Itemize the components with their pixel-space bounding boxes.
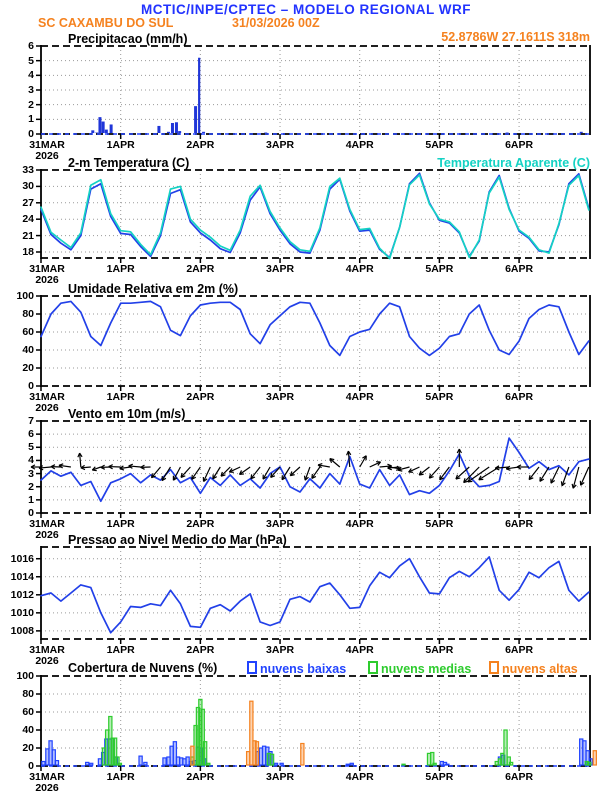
x-tick-label: 2APR bbox=[178, 139, 222, 151]
y-tick-label: 1 bbox=[0, 494, 34, 506]
y-tick-label: 2 bbox=[0, 99, 34, 111]
y-tick-label: 4 bbox=[0, 454, 34, 466]
x-year-label: 2026 bbox=[25, 150, 69, 162]
run-datetime: 31/03/2026 00Z bbox=[232, 16, 320, 30]
x-tick-label: 31MAR bbox=[25, 263, 69, 275]
x-tick-label: 3APR bbox=[258, 263, 302, 275]
x-tick-label: 1APR bbox=[99, 771, 143, 783]
y-tick-label: 0 bbox=[0, 380, 34, 392]
x-tick-label: 3APR bbox=[258, 644, 302, 656]
x-tick-label: 6APR bbox=[497, 771, 541, 783]
station-name: SC CAXAMBU DO SUL bbox=[38, 16, 173, 30]
temp-chart-title: 2-m Temperatura (C) bbox=[68, 156, 189, 170]
y-tick-label: 0 bbox=[0, 128, 34, 140]
x-year-label: 2026 bbox=[25, 655, 69, 667]
y-tick-label: 60 bbox=[0, 706, 34, 718]
y-tick-label: 7 bbox=[0, 415, 34, 427]
x-tick-label: 6APR bbox=[497, 518, 541, 530]
x-tick-label: 5APR bbox=[417, 771, 461, 783]
legend-nuvens-altas bbox=[489, 661, 578, 676]
x-year-label: 2026 bbox=[25, 274, 69, 286]
x-tick-label: 2APR bbox=[178, 391, 222, 403]
y-tick-label: 0 bbox=[0, 507, 34, 519]
legend-nuvens-baixas-label: nuvens baixas bbox=[260, 662, 346, 676]
x-tick-label: 6APR bbox=[497, 263, 541, 275]
y-tick-label: 20 bbox=[0, 362, 34, 374]
x-tick-label: 3APR bbox=[258, 139, 302, 151]
y-tick-label: 21 bbox=[0, 230, 34, 242]
y-tick-label: 1008 bbox=[0, 625, 34, 637]
y-tick-label: 33 bbox=[0, 164, 34, 176]
legend-nuvens-baixas bbox=[247, 661, 346, 676]
humidity-chart-title: Umidade Relativa em 2m (%) bbox=[68, 282, 238, 296]
y-tick-label: 80 bbox=[0, 308, 34, 320]
x-tick-label: 5APR bbox=[417, 644, 461, 656]
y-tick-label: 40 bbox=[0, 344, 34, 356]
x-tick-label: 3APR bbox=[258, 518, 302, 530]
page-title: MCTIC/INPE/CPTEC – MODELO REGIONAL WRF bbox=[0, 2, 612, 17]
x-tick-label: 5APR bbox=[417, 391, 461, 403]
x-tick-label: 31MAR bbox=[25, 644, 69, 656]
y-tick-label: 20 bbox=[0, 742, 34, 754]
y-tick-label: 30 bbox=[0, 180, 34, 192]
x-tick-label: 31MAR bbox=[25, 139, 69, 151]
x-tick-label: 5APR bbox=[417, 518, 461, 530]
x-tick-label: 6APR bbox=[497, 644, 541, 656]
x-tick-label: 1APR bbox=[99, 518, 143, 530]
legend-nuvens-medias-label: nuvens medias bbox=[381, 662, 471, 676]
x-year-label: 2026 bbox=[25, 782, 69, 794]
x-tick-label: 2APR bbox=[178, 771, 222, 783]
nuvens-baixas-swatch-icon bbox=[247, 661, 257, 674]
nuvens-altas-swatch-icon bbox=[489, 661, 499, 674]
x-tick-label: 1APR bbox=[99, 391, 143, 403]
x-tick-label: 6APR bbox=[497, 139, 541, 151]
y-tick-label: 5 bbox=[0, 55, 34, 67]
y-tick-label: 4 bbox=[0, 69, 34, 81]
x-tick-label: 4APR bbox=[338, 518, 382, 530]
x-tick-label: 1APR bbox=[99, 139, 143, 151]
y-tick-label: 1014 bbox=[0, 571, 34, 583]
y-tick-label: 1 bbox=[0, 113, 34, 125]
nuvens-medias-swatch-icon bbox=[368, 661, 378, 674]
y-tick-label: 80 bbox=[0, 688, 34, 700]
apparent-temperature-legend: Temperatura Aparente (C) bbox=[437, 156, 590, 170]
x-year-label: 2026 bbox=[25, 529, 69, 541]
legend-nuvens-altas-label: nuvens altas bbox=[502, 662, 578, 676]
y-tick-label: 1016 bbox=[0, 553, 34, 565]
y-tick-label: 6 bbox=[0, 40, 34, 52]
y-tick-label: 24 bbox=[0, 213, 34, 225]
precip-chart-title: Precipitacao (mm/h) bbox=[68, 32, 187, 46]
x-tick-label: 5APR bbox=[417, 139, 461, 151]
x-tick-label: 1APR bbox=[99, 644, 143, 656]
x-tick-label: 3APR bbox=[258, 771, 302, 783]
x-tick-label: 3APR bbox=[258, 391, 302, 403]
x-tick-label: 31MAR bbox=[25, 391, 69, 403]
cloud-chart-title: Cobertura de Nuvens (%) bbox=[68, 661, 217, 675]
x-tick-label: 4APR bbox=[338, 139, 382, 151]
y-tick-label: 18 bbox=[0, 246, 34, 258]
y-tick-label: 100 bbox=[0, 290, 34, 302]
x-tick-label: 2APR bbox=[178, 263, 222, 275]
wind-chart-title: Vento em 10m (m/s) bbox=[68, 407, 185, 421]
y-tick-label: 60 bbox=[0, 326, 34, 338]
y-tick-label: 0 bbox=[0, 760, 34, 772]
y-tick-label: 6 bbox=[0, 428, 34, 440]
x-tick-label: 1APR bbox=[99, 263, 143, 275]
x-tick-label: 4APR bbox=[338, 391, 382, 403]
x-tick-label: 2APR bbox=[178, 518, 222, 530]
x-tick-label: 6APR bbox=[497, 391, 541, 403]
y-tick-label: 2 bbox=[0, 481, 34, 493]
legend-nuvens-medias bbox=[368, 661, 471, 676]
x-tick-label: 4APR bbox=[338, 263, 382, 275]
x-tick-label: 31MAR bbox=[25, 771, 69, 783]
y-tick-label: 3 bbox=[0, 468, 34, 480]
x-tick-label: 4APR bbox=[338, 644, 382, 656]
y-tick-label: 100 bbox=[0, 670, 34, 682]
y-tick-label: 3 bbox=[0, 84, 34, 96]
x-tick-label: 2APR bbox=[178, 644, 222, 656]
x-tick-label: 31MAR bbox=[25, 518, 69, 530]
pressure-chart-title: Pressao ao Nivel Medio do Mar (hPa) bbox=[68, 533, 287, 547]
station-coordinates: 52.8786W 27.1611S 318m bbox=[441, 30, 590, 44]
y-tick-label: 1012 bbox=[0, 589, 34, 601]
y-tick-label: 1010 bbox=[0, 607, 34, 619]
y-tick-label: 27 bbox=[0, 197, 34, 209]
x-tick-label: 4APR bbox=[338, 771, 382, 783]
y-tick-label: 5 bbox=[0, 441, 34, 453]
y-tick-label: 40 bbox=[0, 724, 34, 736]
x-tick-label: 5APR bbox=[417, 263, 461, 275]
x-year-label: 2026 bbox=[25, 402, 69, 414]
